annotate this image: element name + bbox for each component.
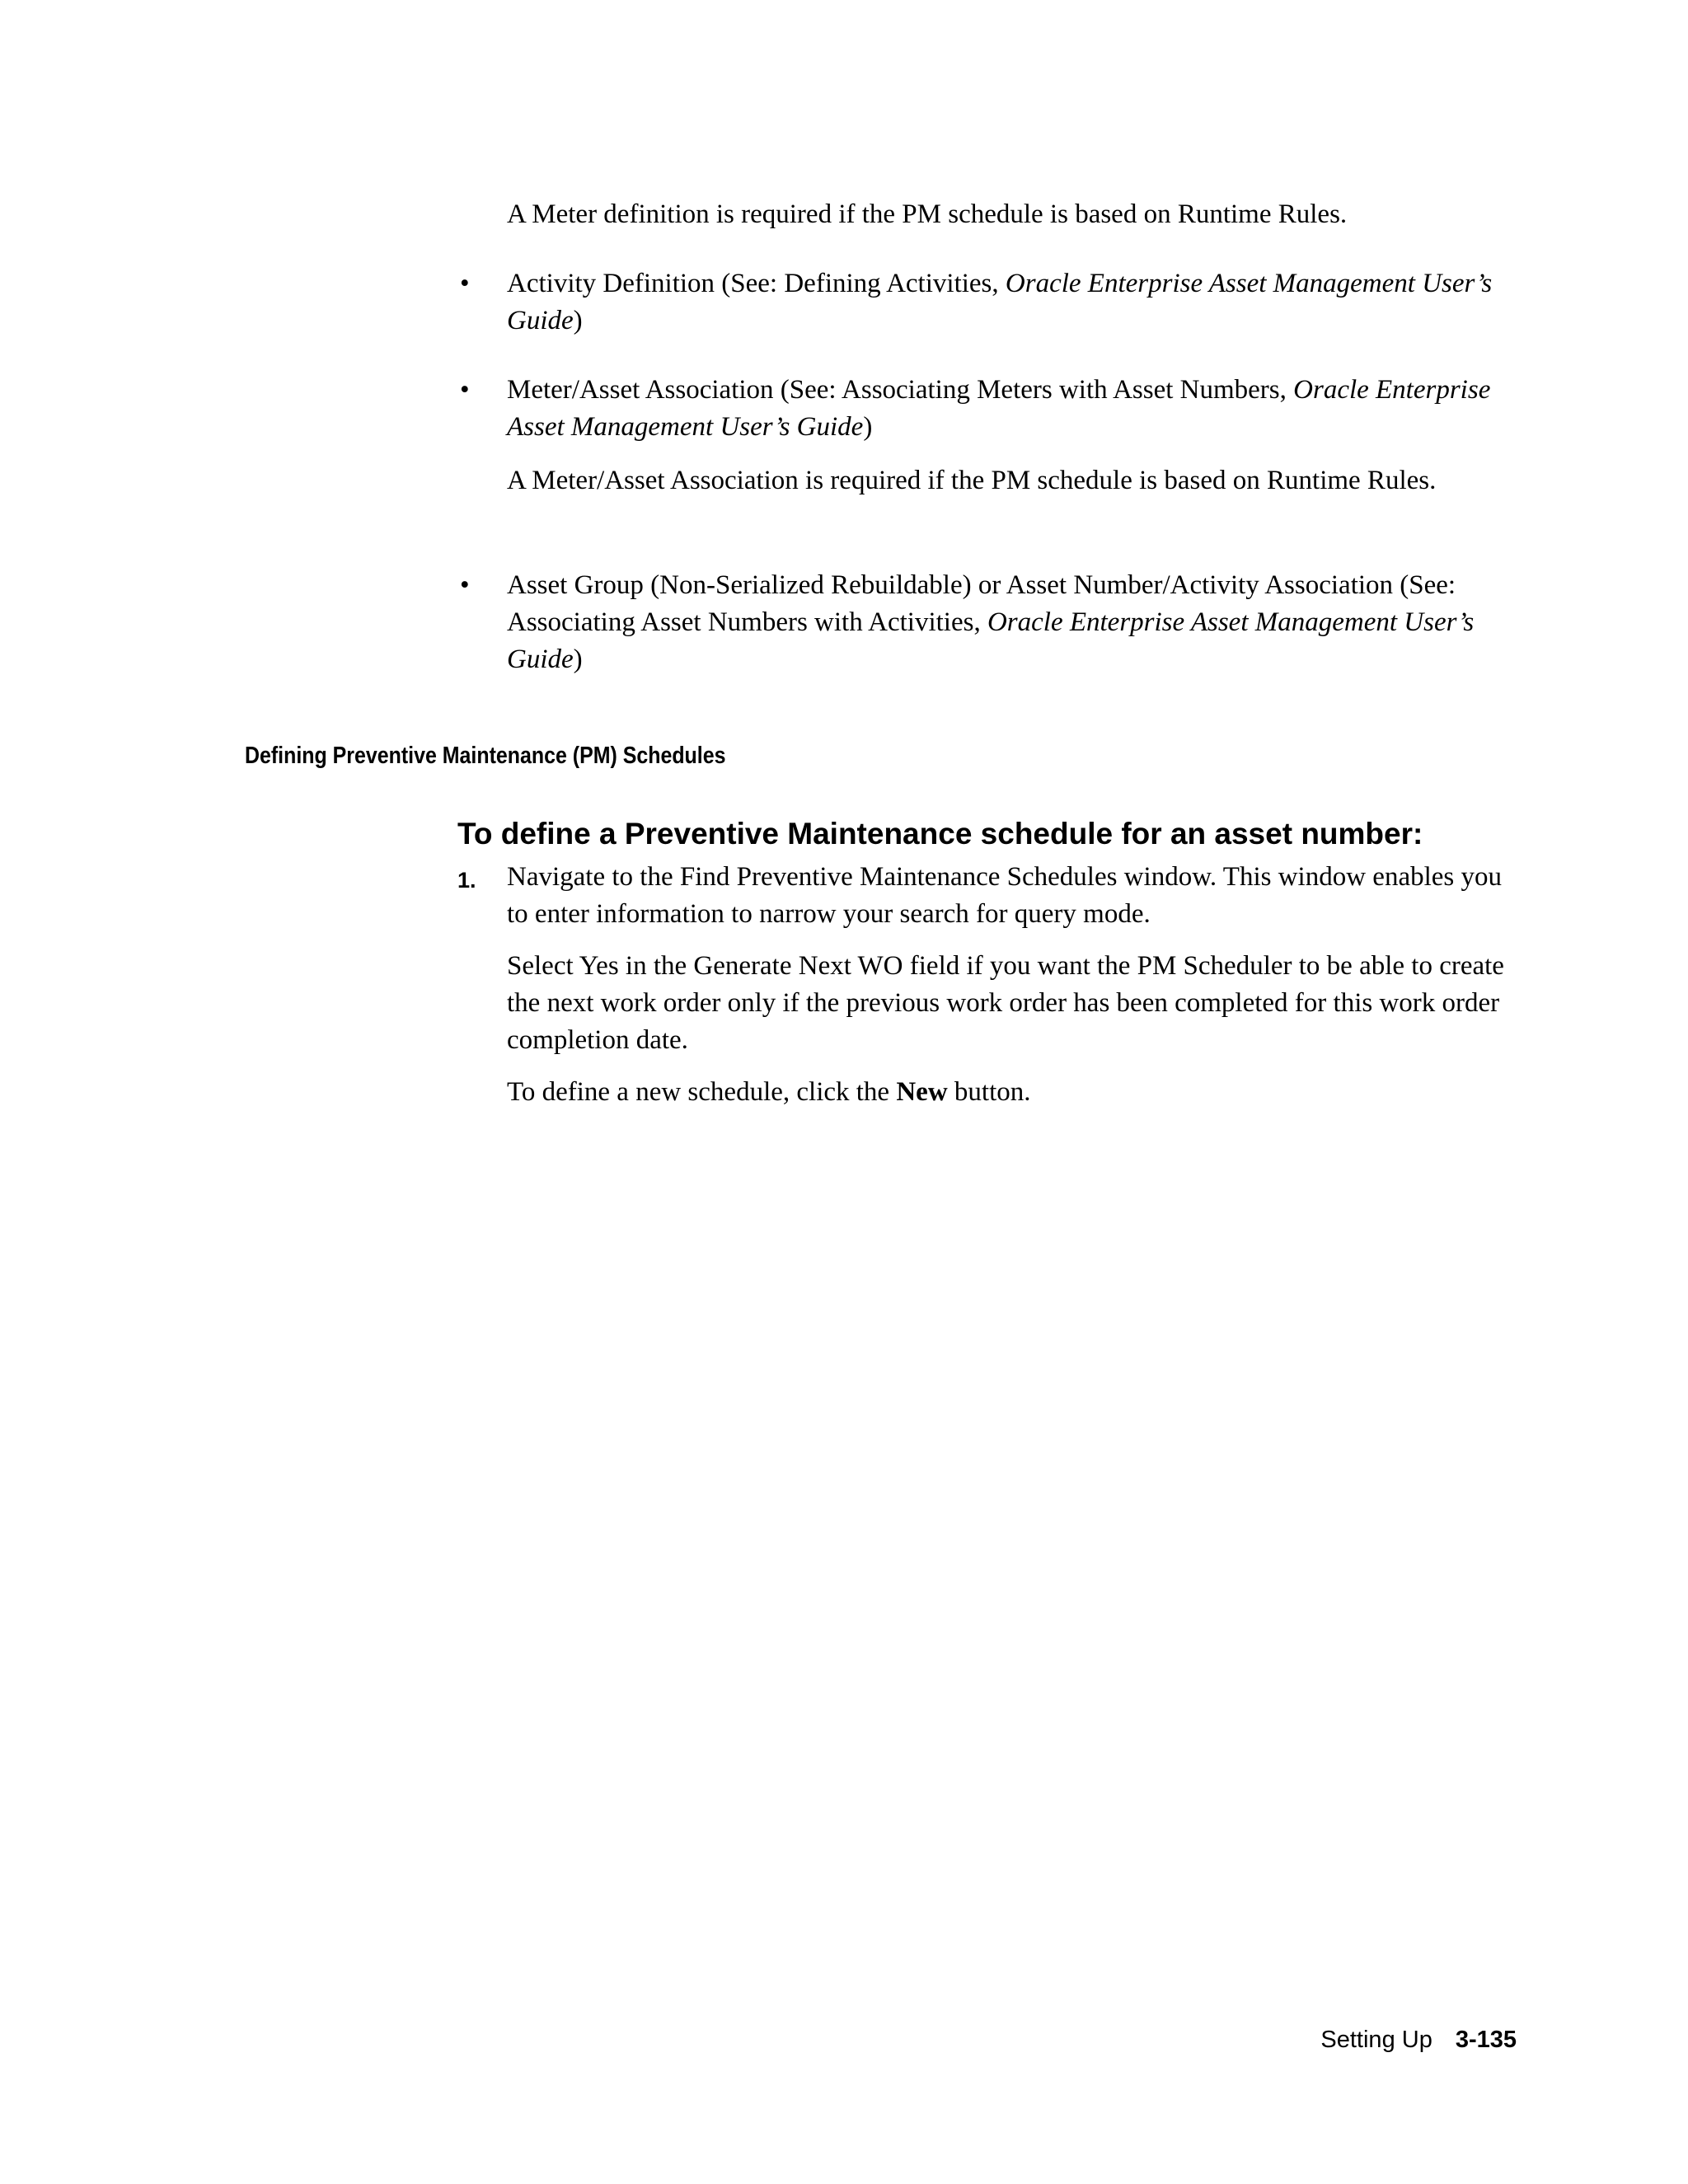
guide-title: Oracle Enterprise Asset Management User’s Guide [507,607,1475,674]
bullet-marker: • [460,375,470,405]
new-button-reference: New [896,1077,948,1107]
footer-chapter: Setting Up [1320,2027,1432,2053]
page-number: 3-135 [1455,2027,1517,2053]
guide-title: Oracle Enterprise Asset Management User’s Guide [507,375,1491,442]
bullet-meter-asset-association [507,372,1529,446]
bullet-marker: • [460,570,470,600]
bullet-text-end: ) [573,644,583,674]
step-1-generate-next-wo-note: Select Yes in the Generate Next WO field if you want the PM Scheduler to be able to create the next work order only if the previous work order has been completed for this work order completion date. [507,951,1504,1055]
bullet-text: Activity Definition (See: Defining Activities, [507,269,1006,298]
bullet-text: Meter/Asset Association (See: Associating Meters with Asset Numbers, [507,375,1294,405]
note-text: To define a new schedule, click the [507,1077,897,1107]
step-1-new-schedule-note [507,1074,1529,1111]
bullet-asset-group-association [507,567,1529,678]
page-footer [1302,2023,1517,2056]
bullet-activity-definition [507,265,1529,340]
bullet-text: Asset Group (Non-Serialized Rebuildable) or Asset Number/Activity Association (See: Associating Asset Numbers with Activities, [507,570,1456,637]
procedure-heading: To define a Preventive Maintenance schedule for an asset number: [457,817,1423,851]
note-text-end: button. [947,1077,1031,1107]
meter-definition-note: A Meter definition is required if the PM schedule is based on Runtime Rules. [507,199,1348,229]
section-heading: Defining Preventive Maintenance (PM) Schedules [245,743,726,769]
bullet-text-end: ) [863,412,873,442]
meter-asset-association-note: A Meter/Asset Association is required if the PM schedule is based on Runtime Rules. [507,466,1437,495]
step-1-text: Navigate to the Find Preventive Maintenance Schedules window. This window enables you to enter information to narrow your search for query mode. [507,862,1502,929]
bullet-marker: • [460,269,470,298]
bullet-text-end: ) [573,306,583,335]
step-number: 1. [457,868,476,893]
guide-title: Oracle Enterprise Asset Management User’s Guide [507,269,1493,335]
